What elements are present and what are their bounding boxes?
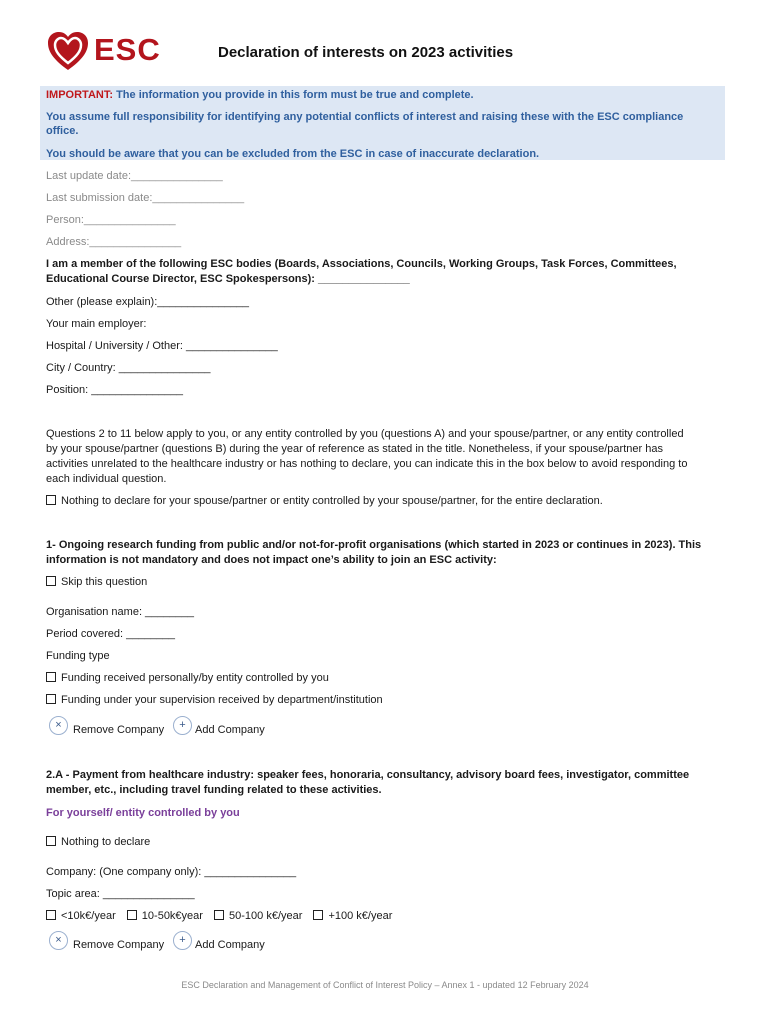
add-company-icon[interactable]: + <box>173 931 192 950</box>
section2-subheading: For yourself/ entity controlled by you <box>46 807 240 819</box>
checkbox-icon[interactable] <box>46 672 56 682</box>
heart-logo-icon <box>46 30 90 74</box>
address-field: Address:_______________ <box>46 236 182 248</box>
range-label: 50-100 k€/year <box>229 910 303 922</box>
range-option-over-100k[interactable] <box>313 909 392 924</box>
checkbox-icon[interactable] <box>46 576 56 586</box>
hospital-field[interactable]: Hospital / University / Other: _______________ <box>46 340 278 352</box>
checkbox-icon[interactable] <box>313 910 323 920</box>
logo-text: ESC <box>94 32 161 67</box>
section2-company-actions <box>46 931 346 953</box>
main-employer-label: Your main employer: <box>46 318 147 330</box>
last-update-field: Last update date:_______________ <box>46 170 223 182</box>
nothing-to-declare-label: Nothing to declare <box>61 836 151 848</box>
person-field: Person:_______________ <box>46 214 176 226</box>
remove-company-button[interactable]: Remove Company <box>73 724 165 736</box>
range-option-10-50k[interactable] <box>127 909 203 924</box>
add-company-button[interactable]: Add Company <box>195 939 265 951</box>
skip-question-label: Skip this question <box>61 576 148 588</box>
checkbox-icon[interactable] <box>46 836 56 846</box>
checkbox-icon[interactable] <box>46 694 56 704</box>
skip-question-checkbox[interactable] <box>46 575 736 590</box>
checkbox-icon[interactable] <box>127 910 137 920</box>
nothing-to-declare-checkbox[interactable] <box>46 835 736 850</box>
funding-personal-checkbox[interactable] <box>46 671 736 686</box>
company-field[interactable]: Company: (One company only): _______________ <box>46 866 297 878</box>
range-label: +100 k€/year <box>328 910 393 922</box>
important-text-1: The information you provide in this form must be true and complete. <box>116 89 474 101</box>
checkbox-icon[interactable] <box>46 495 56 505</box>
remove-company-button[interactable]: Remove Company <box>73 939 165 951</box>
important-notice <box>40 86 725 160</box>
funding-supervision-label: Funding under your supervision received by department/institution <box>61 694 383 706</box>
esc-bodies-field[interactable]: I am a member of the following ESC bodies (Boards, Associations, Councils, Working Groups, Task Forces, Committees, Educational Course Director, ESC Spokespersons): _______________ <box>46 258 677 285</box>
period-covered-field[interactable]: Period covered: ________ <box>46 628 176 640</box>
add-company-icon[interactable]: + <box>173 716 192 735</box>
range-option-under-10k[interactable] <box>46 909 116 924</box>
remove-company-icon[interactable]: × <box>49 716 68 735</box>
esc-logo <box>46 30 166 74</box>
city-country-field[interactable]: City / Country: _______________ <box>46 362 211 374</box>
position-field[interactable]: Position: _______________ <box>46 384 184 396</box>
range-option-50-100k[interactable] <box>214 909 302 924</box>
section1-company-actions <box>46 716 346 738</box>
topic-area-field[interactable]: Topic area: _______________ <box>46 888 195 900</box>
important-label: IMPORTANT: <box>46 89 114 101</box>
funding-type-label: Funding type <box>46 650 110 662</box>
section1-heading: 1- Ongoing research funding from public and/or not-for-profit organisations (which started in 2023 or continues in 2023). This information is not mandatory and does not impact one’s ability to join an ESC activity: <box>46 539 702 566</box>
payment-range-options <box>46 909 736 924</box>
footer-text: ESC Declaration and Management of Conflict of Interest Policy – Annex 1 - updated 12 February 2024 <box>181 980 589 990</box>
checkbox-icon[interactable] <box>46 910 56 920</box>
remove-company-icon[interactable]: × <box>49 931 68 950</box>
intro-text: Questions 2 to 11 below apply to you, or any entity controlled by you (questions A) and your spouse/partner, or any entity controlled by your spouse/partner (questions B) during the year of reference as stated in the title. Nonetheless, if your spouse/partner has activities unrelated to the healthcare industry or has nothing to declare, you can indicate this in the box below to avoid responding to each individual question. <box>46 428 688 485</box>
checkbox-icon[interactable] <box>214 910 224 920</box>
last-submission-field: Last submission date:_______________ <box>46 192 245 204</box>
important-line-1 <box>46 88 716 102</box>
funding-personal-label: Funding received personally/by entity controlled by you <box>61 672 329 684</box>
other-explain-field[interactable]: Other (please explain):_______________ <box>46 296 250 308</box>
nothing-spouse-label: Nothing to declare for your spouse/partner or entity controlled by your spouse/partner, for the entire declaration. <box>61 495 603 507</box>
organisation-name-field[interactable]: Organisation name: ________ <box>46 606 194 618</box>
funding-supervision-checkbox[interactable] <box>46 693 736 708</box>
add-company-button[interactable]: Add Company <box>195 724 265 736</box>
page-title: Declaration of interests on 2023 activities <box>218 44 514 61</box>
header <box>46 30 746 74</box>
important-line-3: You should be aware that you can be excluded from the ESC in case of inaccurate declaration. <box>46 148 540 160</box>
range-label: <10k€/year <box>61 910 116 922</box>
range-label: 10-50k€year <box>141 910 203 922</box>
nothing-spouse-checkbox[interactable] <box>46 494 736 509</box>
important-line-2: You assume full responsibility for identifying any potential conflicts of interest and raising these with the ESC compliance office. <box>46 111 684 137</box>
section2-heading: 2.A - Payment from healthcare industry: speaker fees, honoraria, consultancy, advisory board fees, investigator, committee member, etc., including travel funding related to these activities. <box>46 769 690 796</box>
